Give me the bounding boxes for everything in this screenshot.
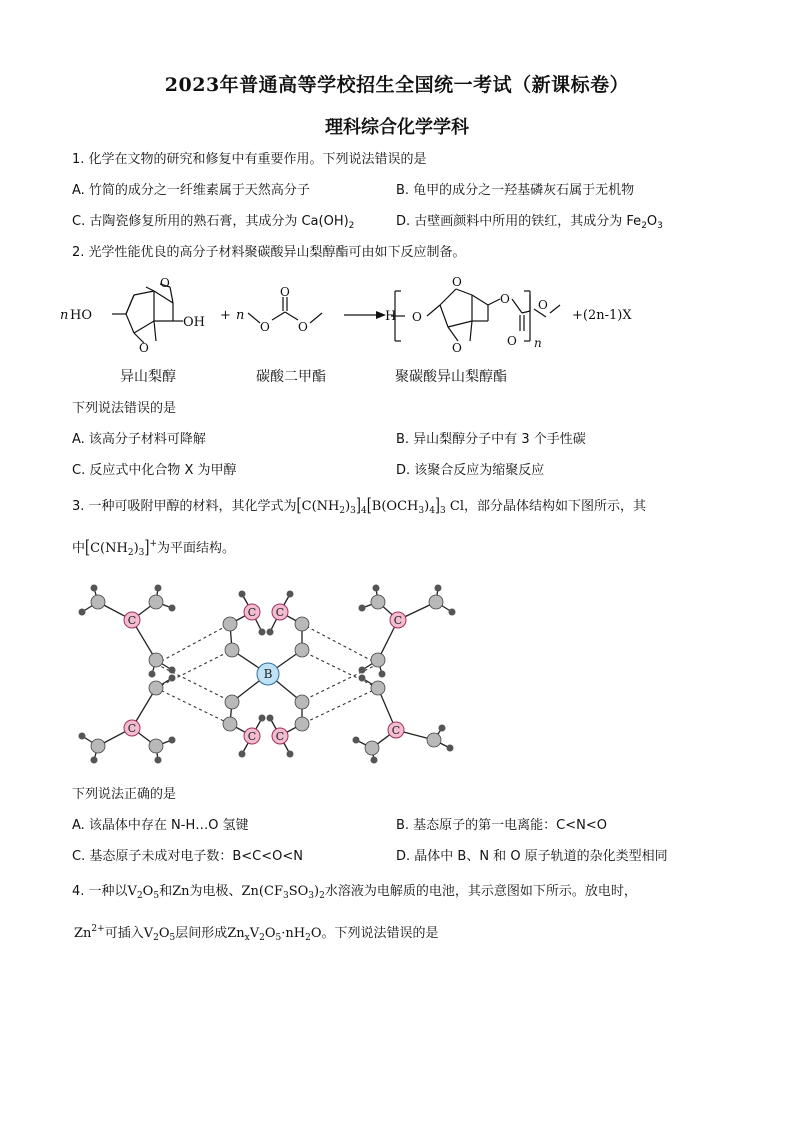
product-o-right: O bbox=[500, 292, 510, 306]
label-dimethyl-carbonate: 碳酸二甲酯 bbox=[256, 369, 326, 385]
product-o-left: O bbox=[412, 310, 422, 324]
q1-option-b: B. 龟甲的成分之一羟基磷灰石属于无机物 bbox=[396, 183, 635, 198]
q3-stem-line2: 中$[C(NH_2)_3]^+$为平面结构。 bbox=[72, 538, 236, 559]
ring-o-top: O bbox=[160, 276, 170, 290]
q3-formula: $[C(NH_2)_3]_4[B(OCH_3)_4]_3$ Cl bbox=[296, 496, 464, 517]
product-h: H bbox=[385, 309, 397, 324]
product-o-end: O bbox=[538, 298, 548, 312]
carbonate-o-left: O bbox=[260, 320, 270, 334]
atom-b-label: B bbox=[263, 667, 273, 681]
exam-title: 2023年普通高等学校招生全国统一考试（新课标卷） bbox=[164, 74, 630, 96]
q2-option-d: D. 该聚合反应为缩聚反应 bbox=[396, 463, 545, 478]
q2-reaction-scheme bbox=[60, 275, 680, 365]
q3-option-c: C. 基态原子未成对电子数：B<C<O<N bbox=[72, 849, 303, 864]
ring-o-bottom: O bbox=[139, 341, 149, 355]
label-isosorbide: 异山梨醇 bbox=[120, 369, 176, 385]
exam-subtitle: 理科综合化学学科 bbox=[325, 117, 469, 138]
product-n-sub: n bbox=[534, 336, 542, 350]
reactant1-n: n bbox=[60, 308, 69, 323]
carbonate-o-top: O bbox=[280, 285, 290, 299]
atom-c-label: C bbox=[127, 614, 137, 627]
reactant2-n: n bbox=[236, 308, 245, 323]
q1-option-d: D. 古壁画颜料中所用的铁红，其成分为 $Fe_2O_3$ bbox=[396, 214, 663, 231]
q2-option-c: C. 反应式中化合物 X 为甲醇 bbox=[72, 463, 237, 478]
q3-option-d: D. 晶体中 B、N 和 O 原子轨道的杂化类型相同 bbox=[396, 849, 668, 864]
q4-stem: 4. 一种以$V_2O_5$和Zn为电极、$Zn(CF_3SO_3)_2$水溶液为电解质的电池，其示意图如下所示。放电时， bbox=[72, 884, 637, 901]
atom-c-label: C bbox=[275, 606, 285, 619]
atom-c-label: C bbox=[391, 724, 401, 737]
atom-c-label: C bbox=[247, 730, 257, 743]
atom-c-label: C bbox=[127, 722, 137, 735]
q1-stem: 1. 化学在文物的研究和修复中有重要作用。下列说法错误的是 bbox=[72, 152, 427, 167]
product-ring-o-bottom: O bbox=[452, 341, 462, 355]
atom-c-label: C bbox=[275, 730, 285, 743]
q4-stem-line2: $Zn^{2+}$可插入$V_2O_5$层间形成$Zn_xV_2O_5\cdot nH_2O$。下列说法错误的是 bbox=[74, 924, 439, 943]
label-polycarbonate: 聚碳酸异山梨醇酯 bbox=[395, 369, 507, 385]
q1-option-c: C. 古陶瓷修复所用的熟石膏，其成分为 $Ca(OH)_2$ bbox=[72, 214, 355, 231]
byproduct: +(2n-1)X bbox=[572, 308, 632, 323]
reactant1-ho: HO bbox=[70, 308, 92, 323]
q3-option-a: A. 该晶体中存在 N-H…O 氢键 bbox=[72, 818, 249, 833]
q2-stem2: 下列说法错误的是 bbox=[72, 401, 177, 416]
q3-stem2: 下列说法正确的是 bbox=[72, 787, 177, 802]
product-o-carbonyl: O bbox=[507, 334, 517, 348]
q3-stem: 3. 一种可吸附甲醇的材料，其化学式为$[C(NH_2)_3]_4[B(OCH_3)_4]_3$ Cl，部分晶体结构如下图所示，其 bbox=[72, 496, 646, 517]
q3-crystal-structure bbox=[72, 578, 472, 768]
carbonate-o-right: O bbox=[298, 320, 308, 334]
atom-c-label: C bbox=[393, 614, 403, 627]
reactant1-oh: OH bbox=[183, 315, 205, 330]
q3-option-b: B. 基态原子的第一电离能：C<N<O bbox=[396, 818, 608, 833]
product-ring-o-top: O bbox=[452, 275, 462, 289]
atom-c-label: C bbox=[247, 606, 257, 619]
q1-option-a: A. 竹简的成分之一纤维素属于天然高分子 bbox=[72, 183, 310, 198]
plus-sign: + bbox=[220, 308, 231, 323]
q2-stem: 2. 光学性能优良的高分子材料聚碳酸异山梨醇酯可由如下反应制备。 bbox=[72, 245, 466, 260]
q2-option-b: B. 异山梨醇分子中有 3 个手性碳 bbox=[396, 432, 586, 447]
q2-option-a: A. 该高分子材料可降解 bbox=[72, 432, 206, 447]
